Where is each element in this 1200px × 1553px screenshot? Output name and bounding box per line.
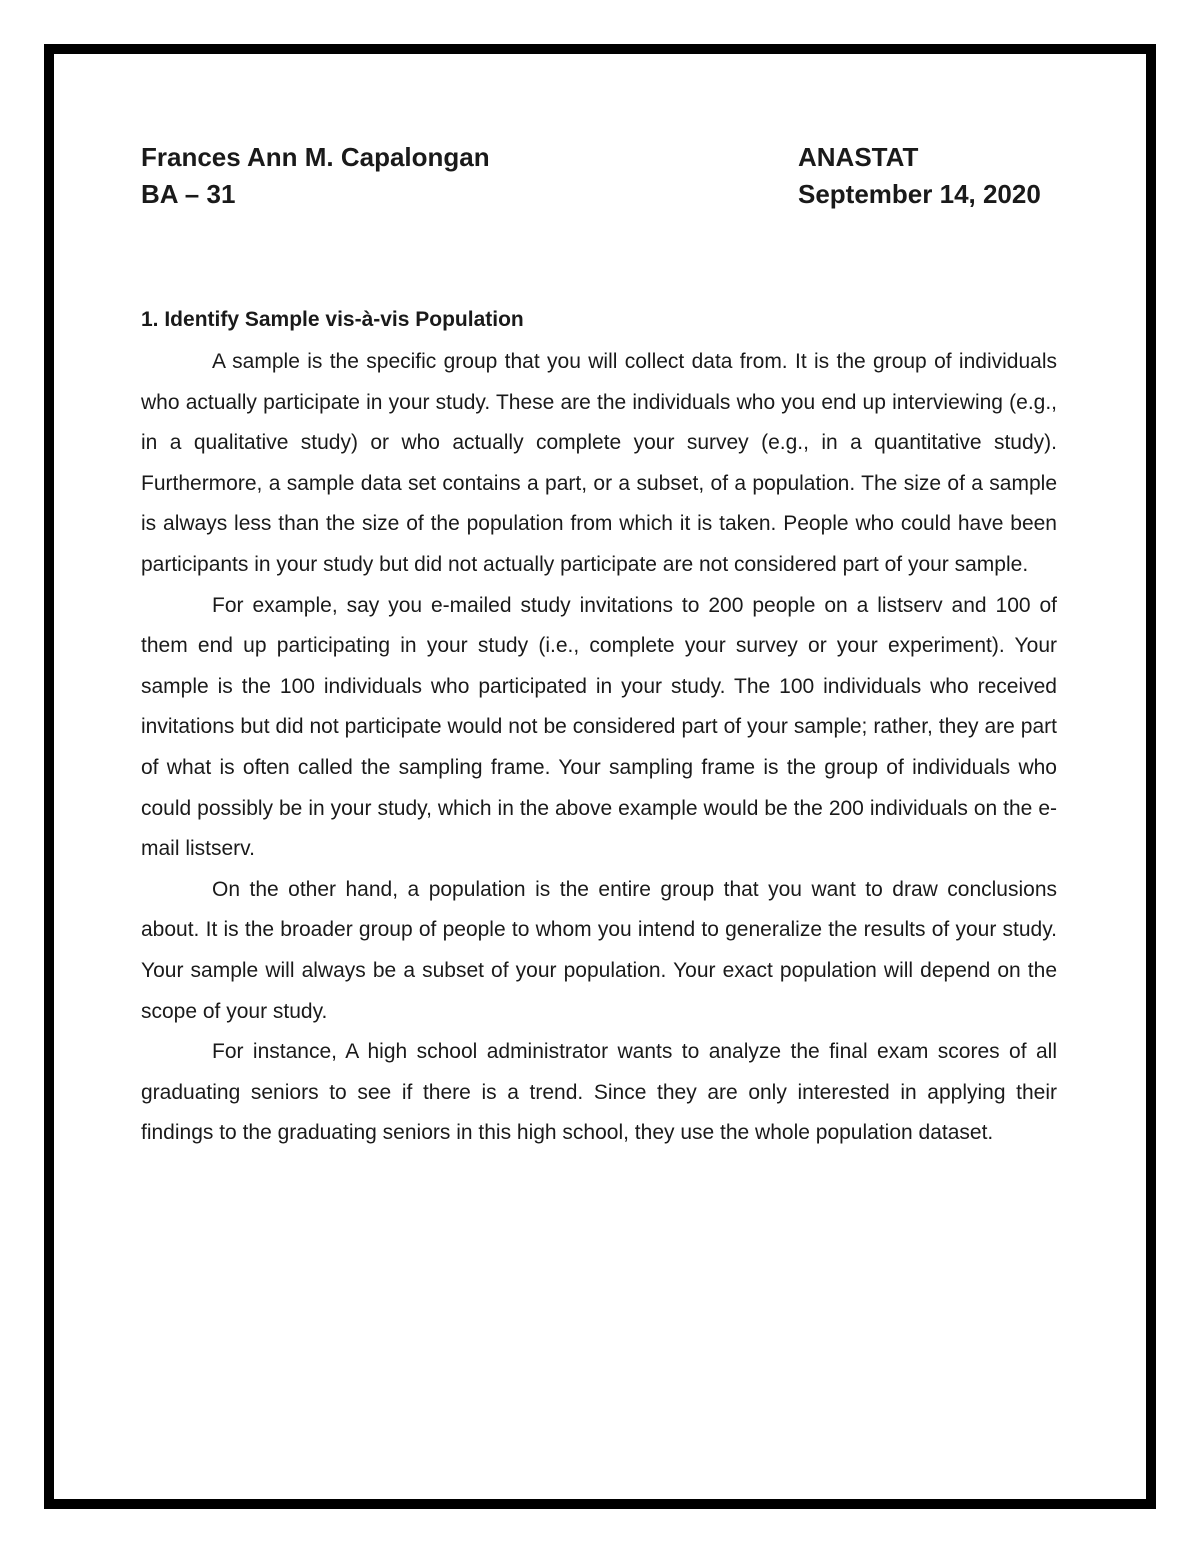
paragraph-sample-example: For example, say you e-mailed study invitations to 200 people on a listserv and 100 of them end up participating in your study (i.e., complete your survey or your experiment). Your sample is the 100 individuals who participated in your study. The 100 individuals who received invitations but did not participate would not be considered part of your sample; rather, they are part of what is often called the sampling frame. Your sampling frame is the group of individuals who could possibly be in your study, which in the above example would be the 200 individuals on the e-mail listserv. <box>141 593 1057 861</box>
document-header <box>141 139 1061 219</box>
header-right <box>798 139 1041 213</box>
header-left <box>141 139 490 213</box>
student-name: Frances Ann M. Capalongan <box>141 142 490 172</box>
student-section: BA – 31 <box>141 179 236 209</box>
document-date: September 14, 2020 <box>798 179 1041 209</box>
course-name: ANASTAT <box>798 142 919 172</box>
section-heading: 1. Identify Sample vis-à-vis Population <box>141 308 524 331</box>
paragraph-population-example: For instance, A high school administrator wants to analyze the final exam scores of all graduating seniors to see if there is a trend. Since they are only interested in applying their findings to the graduating seniors in this high school, they use the whole population dataset. <box>141 1040 1057 1145</box>
paragraph-population-definition: On the other hand, a population is the entire group that you want to draw conclusions about. It is the broader group of people to whom you intend to generalize the results of your study. Your sample will always be a subset of your population. Your exact population will depend on the scope of your study. <box>141 877 1057 1023</box>
document-body <box>141 305 1057 1154</box>
paragraph-sample-definition: A sample is the specific group that you will collect data from. It is the group of individuals who actually participate in your study. These are the individuals who you end up interviewing (e.g., in a qualitative study) or who actually complete your survey (e.g., in a quantitative study). Furthermore, a sample data set contains a part, or a subset, of a population. The size of a sample is always less than the size of the population from which it is taken. People who could have been participants in your study but did not actually participate are not considered part of your sample. <box>141 350 1057 576</box>
